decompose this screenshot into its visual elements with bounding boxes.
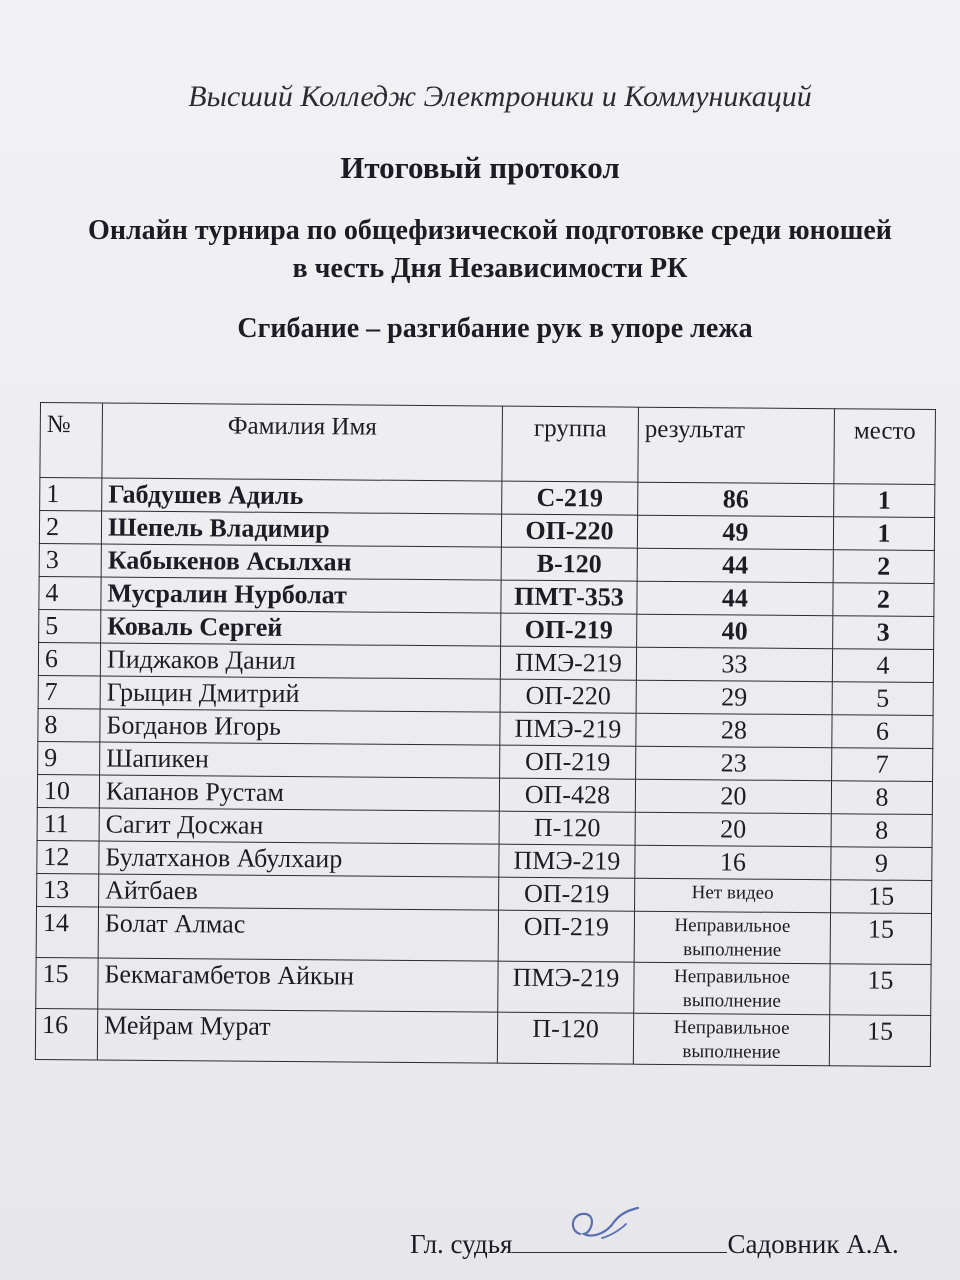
row-num: 16 xyxy=(35,1008,97,1059)
row-group: ОП-219 xyxy=(500,745,636,779)
row-result: Неправильное выполнение xyxy=(633,1013,829,1066)
row-num: 6 xyxy=(38,642,100,675)
row-place: 1 xyxy=(833,517,934,551)
subtitle-line-2: в честь Дня Независимости РК xyxy=(292,253,688,284)
row-num: 9 xyxy=(38,741,100,774)
row-group: В-120 xyxy=(501,547,637,581)
row-place: 7 xyxy=(832,748,933,782)
row-place: 15 xyxy=(830,913,931,965)
row-result: 16 xyxy=(635,845,831,880)
row-result: 23 xyxy=(636,746,832,781)
row-name: Айтбаев xyxy=(99,874,499,910)
header-place: место xyxy=(834,409,936,485)
row-num: 4 xyxy=(39,576,101,609)
row-name: Шепель Владимир xyxy=(101,511,501,547)
row-num: 7 xyxy=(38,675,100,708)
row-num: 13 xyxy=(37,873,99,906)
discipline-title: Сгибание – разгибание рук в упоре лежа xyxy=(237,313,753,344)
row-place: 2 xyxy=(833,550,934,584)
signature-mark-icon xyxy=(562,1204,642,1248)
row-num: 14 xyxy=(36,906,98,957)
row-name: Сагит Досжан xyxy=(99,808,499,844)
row-num: 8 xyxy=(38,708,100,741)
row-group: П-120 xyxy=(497,1012,633,1064)
row-name: Капанов Рустам xyxy=(99,775,499,811)
results-table xyxy=(35,402,936,1067)
row-name: Шапикен xyxy=(100,742,500,778)
header-result: результат xyxy=(638,407,835,484)
table-header-row xyxy=(40,403,936,485)
row-result: 33 xyxy=(636,647,832,682)
row-name: Коваль Сергей xyxy=(101,610,501,646)
row-result: Неправильное выполнение xyxy=(634,962,830,1015)
row-name: Кабыкенов Асылхан xyxy=(101,544,501,580)
table-row xyxy=(36,906,931,964)
row-place: 1 xyxy=(834,484,935,518)
row-place: 8 xyxy=(831,781,932,815)
header-name: Фамилия Имя xyxy=(102,403,503,481)
row-group: С-219 xyxy=(502,481,638,515)
judge-signature-line xyxy=(410,1226,899,1260)
judge-label: Гл. судья xyxy=(410,1229,513,1259)
table-row xyxy=(35,1008,930,1066)
row-place: 15 xyxy=(831,880,932,914)
row-name: Габдушев Адиль xyxy=(102,478,502,514)
row-place: 8 xyxy=(831,814,932,848)
judge-name: Садовник А.А. xyxy=(727,1229,899,1259)
row-name: Грыцин Дмитрий xyxy=(100,676,500,712)
row-group: ОП-220 xyxy=(501,514,637,548)
row-num: 3 xyxy=(39,543,101,576)
row-result: 44 xyxy=(637,548,833,583)
row-name: Мейрам Мурат xyxy=(97,1009,497,1063)
row-result: Неправильное выполнение xyxy=(634,911,830,964)
row-group: ОП-220 xyxy=(500,679,636,713)
row-num: 5 xyxy=(39,609,101,642)
table-row xyxy=(36,957,931,1015)
row-result: 40 xyxy=(637,614,833,649)
subtitle-line-1: Онлайн турнира по общефизической подготовке среди юношей xyxy=(88,215,892,246)
row-result: 29 xyxy=(636,680,832,715)
row-name: Мусралин Нурболат xyxy=(101,577,501,613)
document-subtitle xyxy=(40,212,940,288)
row-place: 2 xyxy=(833,583,934,617)
row-place: 9 xyxy=(831,847,932,881)
row-place: 3 xyxy=(833,616,934,650)
row-group: ПМТ-353 xyxy=(501,580,637,614)
row-place: 15 xyxy=(829,1015,930,1067)
row-result: 86 xyxy=(638,482,834,517)
row-group: ПМЭ-219 xyxy=(499,844,635,878)
row-result: 20 xyxy=(635,812,831,847)
row-group: ОП-428 xyxy=(499,778,635,812)
row-result: 49 xyxy=(637,515,833,550)
row-name: Болат Алмас xyxy=(98,907,498,961)
row-result: 28 xyxy=(636,713,832,748)
row-result: 44 xyxy=(637,581,833,616)
row-group: П-120 xyxy=(499,811,635,845)
row-result: Нет видео xyxy=(635,878,831,913)
row-place: 6 xyxy=(832,715,933,749)
row-name: Бекмагамбетов Айкын xyxy=(98,958,498,1012)
row-num: 2 xyxy=(39,511,101,544)
row-num: 10 xyxy=(37,774,99,807)
row-group: ОП-219 xyxy=(501,613,637,647)
institution-name: Высший Колледж Электроники и Коммуникаций xyxy=(188,80,812,113)
row-place: 4 xyxy=(832,649,933,683)
row-name: Булатханов Абулхаир xyxy=(99,841,499,877)
row-num: 12 xyxy=(37,840,99,873)
row-name: Пиджаков Данил xyxy=(100,643,500,679)
header-group: группа xyxy=(502,406,639,482)
row-group: ПМЭ-219 xyxy=(500,712,636,746)
row-place: 15 xyxy=(830,964,931,1016)
row-group: ОП-219 xyxy=(499,877,635,911)
row-result: 20 xyxy=(635,779,831,814)
row-group: ПМЭ-219 xyxy=(500,646,636,680)
row-num: 11 xyxy=(37,807,99,840)
row-group: ОП-219 xyxy=(498,910,634,962)
row-group: ПМЭ-219 xyxy=(498,961,634,1013)
row-num: 15 xyxy=(36,957,98,1008)
signature-blank xyxy=(512,1226,727,1253)
row-num: 1 xyxy=(40,478,102,511)
row-name: Богданов Игорь xyxy=(100,709,500,745)
header-num: № xyxy=(40,403,103,478)
row-place: 5 xyxy=(832,682,933,716)
document-title: Итоговый протокол xyxy=(340,150,620,185)
